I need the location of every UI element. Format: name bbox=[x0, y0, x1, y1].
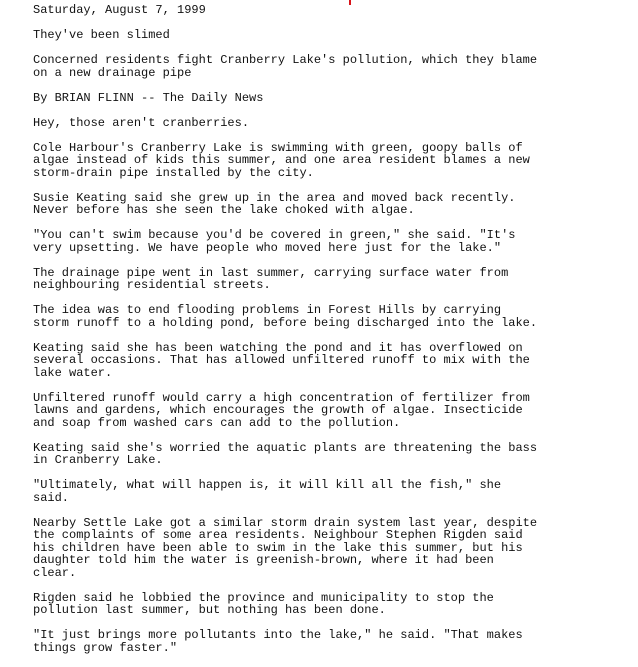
article-paragraph: Keating said she's worried the aquatic plants are threatening the bass in Cranberry Lake. bbox=[33, 440, 538, 467]
article-paragraph: "You can't swim because you'd be covered in green," she said. "It's very upsetting. We have people who moved here just for the lake." bbox=[33, 228, 516, 255]
article-byline: By BRIAN FLINN -- The Daily News bbox=[33, 90, 264, 105]
article-subheadline: Concerned residents fight Cranberry Lake's pollution, which they blame on a new drainage pipe bbox=[33, 53, 538, 80]
article-date: Saturday, August 7, 1999 bbox=[33, 3, 206, 17]
article-paragraph: The idea was to end flooding problems in Forest Hills by carrying storm runoff to a holding pond, before being discharged into the lake. bbox=[33, 303, 538, 330]
article-paragraph: Cole Harbour's Cranberry Lake is swimming with green, goopy balls of algae instead of kids this summer, and one area resident blames a new storm-drain pipe installed by the city. bbox=[33, 140, 530, 180]
article-paragraph: The drainage pipe went in last summer, carrying surface water from neighbouring residential streets. bbox=[33, 265, 509, 292]
article-paragraph: Keating said she has been watching the pond and it has overflowed on several occasions. That has allowed unfiltered runoff to mix with the lake water. bbox=[33, 340, 530, 380]
article-paragraph: "Ultimately, what will happen is, it will kill all the fish," she said. bbox=[33, 478, 502, 505]
article bbox=[33, 4, 633, 667]
article-headline: They've been slimed bbox=[33, 28, 170, 42]
article-paragraph: "It just brings more pollutants into the lake," he said. "That makes things grow faster." bbox=[33, 628, 523, 655]
article-paragraph: Rigden said he lobbied the province and municipality to stop the pollution last summer, but nothing has been done. bbox=[33, 590, 494, 617]
article-paragraph: Unfiltered runoff would carry a high concentration of fertilizer from lawns and gardens, which encourages the growth of algae. Insecticide and soap from washed cars can add to the pollution. bbox=[33, 390, 530, 430]
article-paragraph: Susie Keating said she grew up in the area and moved back recently. Never before has she seen the lake choked with algae. bbox=[33, 190, 516, 217]
article-paragraph: Nearby Settle Lake got a similar storm drain system last year, despite the complaints of some area residents. Neighbour Stephen Rigden said his children have been able to swim in the lake this summer, but his daughter told him the water is greenish-brown, where it had been clear. bbox=[33, 515, 538, 580]
article-paragraph: Hey, those aren't cranberries. bbox=[33, 115, 250, 130]
